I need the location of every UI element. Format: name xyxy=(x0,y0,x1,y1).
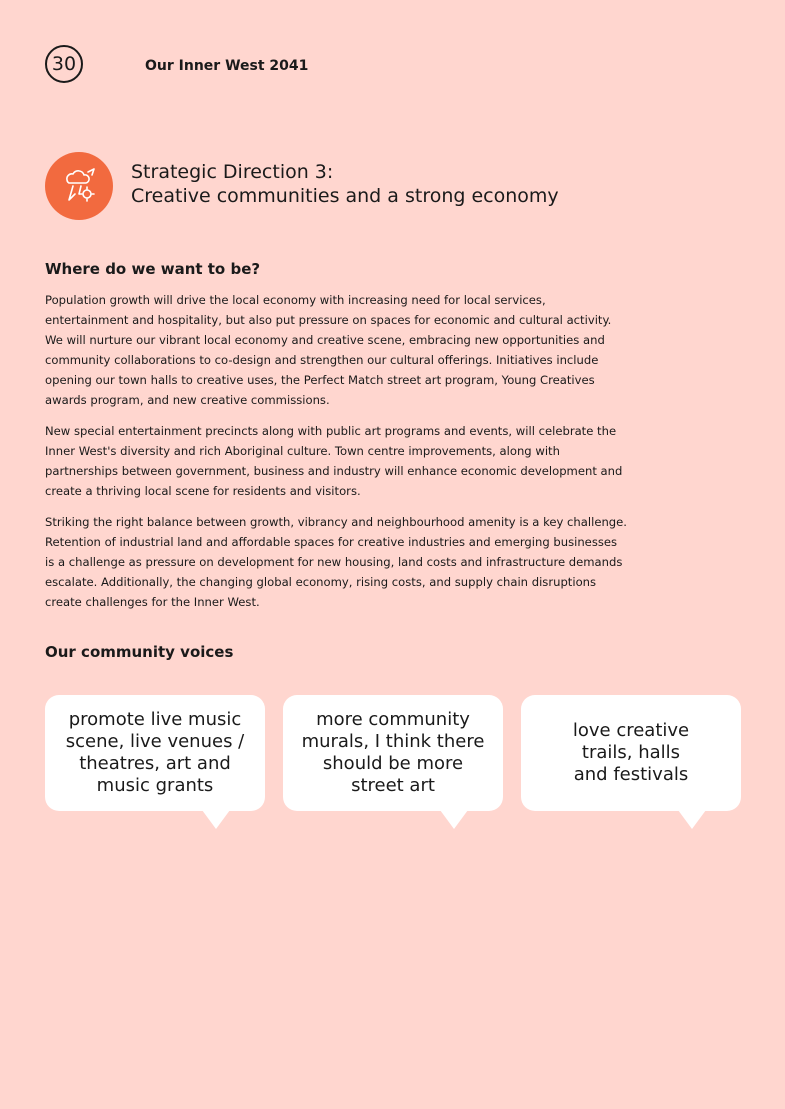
creative-economy-icon xyxy=(45,152,113,220)
speech-bubble xyxy=(45,695,265,811)
quote-text: more community murals, I think there should be more street art xyxy=(301,709,485,796)
speech-bubble xyxy=(283,695,503,811)
speech-bubble xyxy=(521,695,741,811)
paragraph-1: Population growth will drive the local economy with increasing need for local services, entertainment and hospitality, but also put pressure on spaces for economic and cultural activity. We will nurture our vibrant local economy and creative scene, embracing new opportunities and community collaborations to co-design and strengthen our cultural offerings. Initiatives include opening our town halls to creative uses, the Perfect Match street art program, Young Creatives awards program, and new creative commissions. xyxy=(45,293,612,407)
document-title: Our Inner West 2041 xyxy=(145,58,309,74)
strategic-direction-number: Strategic Direction 3: xyxy=(131,161,334,183)
paragraph-3: Striking the right balance between growth, vibrancy and neighbourhood amenity is a key challenge. Retention of industrial land and affordable spaces for creative industries and emerging businesses is a challenge as pressure on development for new housing, land costs and infrastructure demands escalate. Additionally, the changing global economy, rising costs, and supply chain disruptions create challenges for the Inner West. xyxy=(45,515,627,609)
quote-text: promote live music scene, live venues / theatres, art and music grants xyxy=(65,709,245,796)
where-body xyxy=(45,290,627,623)
quote-text: love creative trails, halls and festivals xyxy=(572,720,690,785)
where-heading: Where do we want to be? xyxy=(45,260,261,278)
community-voices-heading: Our community voices xyxy=(45,643,234,661)
paragraph-2: New special entertainment precincts along with public art programs and events, will celebrate the Inner West's diversity and rich Aboriginal culture. Town centre improvements, along with partnerships between government, business and industry will enhance economic development and create a thriving local scene for residents and visitors. xyxy=(45,424,623,498)
page-number: 30 xyxy=(45,45,83,83)
strategic-direction-heading xyxy=(131,160,559,208)
strategic-direction-title: Creative communities and a strong economy xyxy=(131,185,559,207)
